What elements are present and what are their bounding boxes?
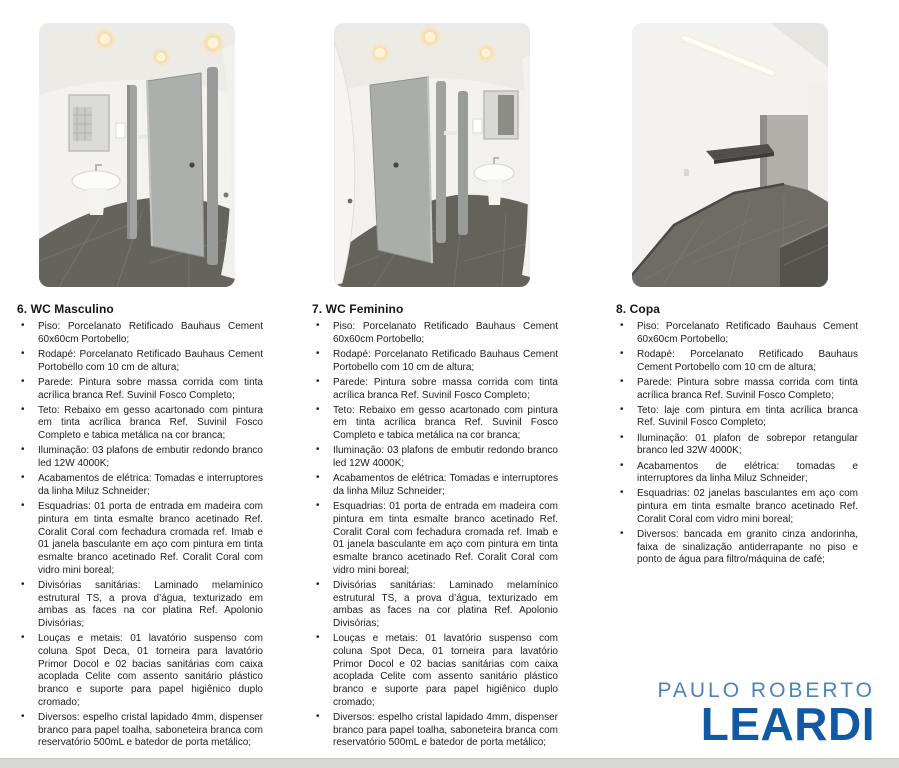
- spec-item: • Teto: laje com pintura em tinta acrílica branca Ref. Suvinil Fosco Completo;: [616, 405, 858, 430]
- spec-item: • Rodapé: Porcelanato Retificado Bauhaus Cement Portobello com 10 cm de altura;: [17, 349, 263, 374]
- spec-list: [17, 321, 263, 750]
- bathroom-stalls-image: [39, 23, 235, 287]
- empty-room-with-counter-image: [632, 23, 828, 287]
- spec-item: • Esquadrias: 01 porta de entrada em madeira com pintura em tinta esmalte branco acetinado Ref. Coralit Coral com fechadura cromada ref. Imab e 01 janela basculante em aço com pintura em tinta esmalte branco acetinado Ref. Coralit Coral com vidro mini boreal;: [17, 501, 263, 577]
- wc-masculino-photo: [39, 23, 235, 287]
- spec-item: • Teto: Rebaixo em gesso acartonado com pintura em tinta acrílica branca Ref. Suvinil Fosco Completo e tabica metálica na cor branca;: [17, 405, 263, 443]
- spec-item: • Diversos: espelho cristal lapidado 4mm, dispenser branco para papel toalha, saboneteira branca com reservatório 500mL e batedor de porta metálico;: [312, 712, 558, 750]
- spec-item: • Teto: Rebaixo em gesso acartonado com pintura em tinta acrílica branca Ref. Suvinil Fosco Completo e tabica metálica na cor branca;: [312, 405, 558, 443]
- bathroom-stalls-image: [334, 23, 530, 287]
- spec-item: • Diversos: bancada em granito cinza andorinha, faixa de sinalização antiderrapante no piso e ponto de água para filtro/máquina de café;: [616, 529, 858, 567]
- spec-item: • Rodapé: Porcelanato Retificado Bauhaus Cement Portobello com 10 cm de altura;: [616, 349, 858, 374]
- spec-item: • Piso: Porcelanato Retificado Bauhaus Cement 60x60cm Portobello;: [17, 321, 263, 346]
- wc-feminino-photo: [334, 23, 530, 287]
- spec-item: • Rodapé: Porcelanato Retificado Bauhaus Cement Portobello com 10 cm de altura;: [312, 349, 558, 374]
- spec-item: • Parede: Pintura sobre massa corrida com tinta acrílica branca Ref. Suvinil Fosco Completo;: [17, 377, 263, 402]
- spec-item: • Parede: Pintura sobre massa corrida com tinta acrílica branca Ref. Suvinil Fosco Completo;: [616, 377, 858, 402]
- section-copa: [616, 302, 858, 570]
- spec-item: • Iluminação: 03 plafons de embutir redondo branco led 12W 4000K;: [17, 445, 263, 470]
- section-title: 6. WC Masculino: [17, 302, 114, 316]
- spec-list: [312, 321, 558, 750]
- spec-item: • Iluminação: 03 plafons de embutir redondo branco led 12W 4000K;: [312, 445, 558, 470]
- spec-item: • Piso: Porcelanato Retificado Bauhaus Cement 60x60cm Portobello;: [312, 321, 558, 346]
- spec-item: • Iluminação: 01 plafon de sobrepor retangular branco led 32W 4000K;: [616, 433, 858, 458]
- spec-item: • Esquadrias: 01 porta de entrada em madeira com pintura em tinta esmalte branco acetinado Ref. Coralit Coral com fechadura cromada ref. Imab e 01 janela basculante em aço com pintura em tinta esmalte branco acetinado Ref. Coralit Coral com vidro mini boreal;: [312, 501, 558, 577]
- section-title: 7. WC Feminino: [312, 302, 404, 316]
- logo-name-top: PAULO ROBERTO: [657, 679, 875, 702]
- copa-photo: [632, 23, 828, 287]
- spec-item: • Divisórias sanitárias: Laminado melamínico estrutural TS, a prova d’água, texturizado em ambas as faces na cor platina Ref. Apolonio Divisórias;: [17, 580, 263, 631]
- spec-item: • Acabamentos de elétrica: Tomadas e interruptores da linha Miluz Schneider;: [17, 473, 263, 498]
- section-title: 8. Copa: [616, 302, 661, 316]
- leardi-logo: [657, 679, 875, 750]
- section-wc-feminino: [312, 302, 558, 753]
- bottom-bar: [0, 758, 899, 768]
- spec-item: • Diversos: espelho cristal lapidado 4mm, dispenser branco para papel toalha, saboneteira branca com reservatório 500mL e batedor de porta metálico;: [17, 712, 263, 750]
- spec-list: [616, 321, 858, 567]
- spec-item: • Piso: Porcelanato Retificado Bauhaus Cement 60x60cm Portobello;: [616, 321, 858, 346]
- spec-item: • Divisórias sanitárias: Laminado melamínico estrutural TS, a prova d’água, texturizado em ambas as faces na cor platina Ref. Apolonio Divisórias;: [312, 580, 558, 631]
- spec-item: • Acabamentos de elétrica: Tomadas e interruptores da linha Miluz Schneider;: [312, 473, 558, 498]
- spec-item: • Parede: Pintura sobre massa corrida com tinta acrílica branca Ref. Suvinil Fosco Completo;: [312, 377, 558, 402]
- spec-item: • Louças e metais: 01 lavatório suspenso com coluna Spot Deca, 01 torneira para lavatório Primor Docol e 02 bacias sanitárias com caixa acoplada Celite com assento sanitário plástico branco e suporte para papel higiênico duplo cromado;: [17, 633, 263, 709]
- section-wc-masculino: [17, 302, 263, 753]
- logo-name-main: LEARDI: [700, 698, 875, 750]
- spec-item: • Esquadrias: 02 janelas basculantes em aço com pintura em tinta esmalte branco acetinado Ref. Coralit Coral com vidro mini boreal;: [616, 488, 858, 526]
- spec-item: • Louças e metais: 01 lavatório suspenso com coluna Spot Deca, 01 torneira para lavatório Primor Docol e 02 bacias sanitárias com caixa acoplada Celite com assento sanitário plástico branco e suporte para papel higiênico duplo cromado;: [312, 633, 558, 709]
- spec-item: • Acabamentos de elétrica: tomadas e interruptores da linha Miluz Schneider;: [616, 461, 858, 486]
